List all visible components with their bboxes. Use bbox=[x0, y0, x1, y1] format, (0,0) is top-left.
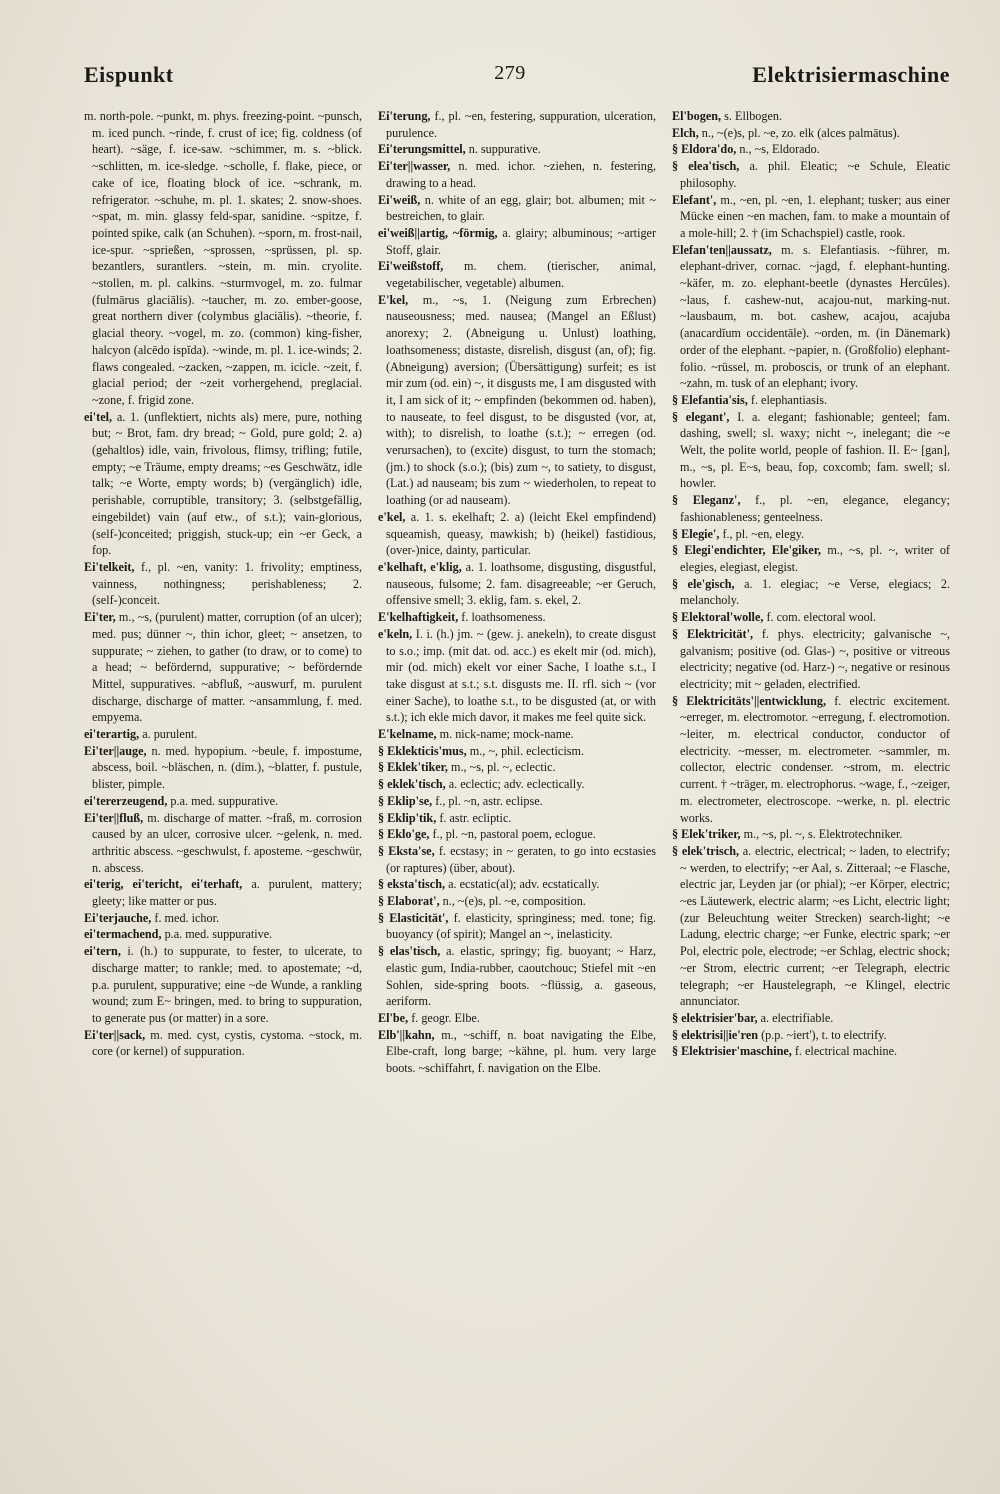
entry-definition: f. com. electoral wool. bbox=[766, 610, 877, 625]
entry-headword: § Elektricität', bbox=[672, 626, 753, 641]
entry-headword: § Eleganz', bbox=[672, 493, 741, 508]
entry-headword: § Eksta'se, bbox=[378, 843, 435, 858]
entry-definition: f., pl. ~n, pastoral poem, eclogue. bbox=[432, 827, 596, 842]
dictionary-entry bbox=[378, 1010, 656, 1027]
dictionary-entry bbox=[378, 910, 656, 943]
entry-definition: n. med. hypopium. ~beule, f. impostume, abscess, boil. ~bläschen, n. (dim.), ~blatter, f. pustule, blister, pimple. bbox=[92, 743, 362, 792]
entry-definition: m. med. cyst, cystis, cystoma. ~stock, m. core (or kernel) of suppuration. bbox=[92, 1027, 362, 1059]
entry-headword: Elefan'ten||aussatz, bbox=[672, 242, 772, 257]
entry-definition: f., pl. ~en, elegy. bbox=[722, 526, 805, 541]
entry-headword: Ei'ter||fluß, bbox=[84, 810, 144, 825]
dictionary-entry bbox=[378, 258, 656, 291]
dictionary-entry bbox=[378, 158, 656, 191]
entry-definition: a. ecstatic(al); adv. ecstatically. bbox=[448, 877, 600, 892]
entry-definition: p.a. med. suppurative. bbox=[170, 793, 279, 808]
entry-headword: Ei'weißstoff, bbox=[378, 259, 444, 274]
entry-definition: a. electrifiable. bbox=[760, 1010, 834, 1025]
dictionary-entry bbox=[672, 1043, 950, 1060]
entry-definition: I. i. (h.) jm. ~ (gew. j. anekeln), to create disgust to s.o.; imp. (mit dat. od. acc.) es ekelt mir (od. mich), mir (od. mich) ekelt vor einer Sache, I loathe s.t., I take disgust at s.t.; s.t. disgusts me. II. rfl. sich ~ (vor einer Sache), to loathe s.t., to be disgusted (at, or with s.t.); ich ekle mich davor, it makes me feel quite sick. bbox=[386, 626, 656, 725]
entry-definition: a. elastic, springy; fig. buoyant; ~ Harz, elastic gum, India-rubber, caoutchouc; Stiefel mit ~en Sohlen, side-spring boots. ~flüssig, a. gaseous, aeriform. bbox=[386, 944, 656, 1009]
entry-headword: ei'tern, bbox=[84, 944, 121, 959]
entry-definition: m. s. Elefantiasis. ~führer, m. elephant-driver, cornac. ~jagd, f. elephant-hunting. ~käfer, m. zo. elephant-beetle (dynastes Hercŭles). ~laus, f. cashew-nut, acajou-nut, marking-nut. ~lausbaum, m. bot. cashew, acajou, acajuba (anacardĭum occidentāle). ~orden, m. (in Dänemark) order of the elephant. ~papier, n. (Großfolio) elephant-folio. ~rüssel, m. proboscis, or trunk of an elephant. ~zahn, m. tusk of an elephant; ivory. bbox=[680, 242, 950, 391]
entry-headword: § Eldora'do, bbox=[672, 142, 737, 157]
entry-definition: n. suppurative. bbox=[468, 142, 541, 157]
dictionary-entry bbox=[378, 793, 656, 810]
dictionary-entry bbox=[84, 1027, 362, 1060]
entry-definition: f. ecstasy; in ~ geraten, to go into ecstasies (or raptures) (über, about). bbox=[386, 843, 656, 875]
entry-headword: ei'terartig, bbox=[84, 727, 140, 742]
entry-definition: a. electric, electrical; ~ laden, to electrify; ~ werden, to electrify; ~er Aal, s. Zitteraal; ~e Flasche, electric jar, Leyden jar (or phial); ~er Körper, electric; ~es Läutewerk, electric alarm; ~es Licht, electric light; (zur Beleuchtung weiter Strecken) search-light; ~e Ladung, electric charge; ~er Funke, electric spark; ~er Pol, electric pole, electrode; ~er Schlag, electric shock; ~er Strom, electric current; ~er Telegraph, electric telegraph; ~er Haustelegraph, ~e Klingel, electric annunciator. bbox=[680, 843, 950, 1009]
dictionary-entry bbox=[672, 626, 950, 693]
entry-definition: m. chem. (tierischer, animal, vegetabilischer, vegetable) albumen. bbox=[386, 259, 656, 291]
dictionary-entry bbox=[378, 225, 656, 258]
entry-headword: E'kel, bbox=[378, 292, 409, 307]
entry-definition: m. discharge of matter. ~fraß, m. corrosion caused by an ulcer, corrosive ulcer. ~gelenk, n. med. arthritic abscess. ~geschwulst, f. aposteme. ~geschwür, n. abscess. bbox=[92, 810, 362, 875]
entry-headword: § Elegie', bbox=[672, 526, 720, 541]
dictionary-entry bbox=[672, 392, 950, 409]
dictionary-entry bbox=[672, 609, 950, 626]
column-right bbox=[672, 108, 950, 1428]
entry-headword: e'kel, bbox=[378, 509, 406, 524]
dictionary-entry bbox=[84, 926, 362, 943]
entry-headword: E'kelhaftigkeit, bbox=[378, 610, 459, 625]
entry-definition: m., ~s, 1. (Neigung zum Erbrechen) nauseousness; med. nausea; (Mangel an Eßlust) anorexy; 2. (Abneigung u. Unlust) loathing, loathsomeness; distaste, disrelish, disgust (an, of); fig. (Abneigung) aversion; (Übersättigung) surfeit; es ist mir zum (od. ein) ~, it disgusts me, I am disgusted with it, I am sick of it; ~ empfinden (bekommen od. haben), to nauseate, to feel disgust, to be disgusted (vor, at, with); to disrelish, to loathe (s.t.); ~ erregen (od. verursachen), to (excite) disgust, to turn the stomach; (jm.) to shock (s.o.); (bis) zum ~, to satiety, to disgust, (Lat.) ad nauseam; bis zum ~ wiederholen, to repeat to loathing (or ad nauseam). bbox=[386, 292, 656, 508]
dictionary-entry bbox=[672, 141, 950, 158]
entry-definition: f., pl. ~en, elegance, elegancy; fashionableness; genteelness. bbox=[680, 493, 950, 524]
dictionary-entry bbox=[378, 893, 656, 910]
entry-definition: a. purulent, mattery; gleety; like matter or pus. bbox=[92, 877, 362, 909]
entry-headword: § Eklek'tiker, bbox=[378, 760, 448, 775]
entry-headword: § Eklip'tik, bbox=[378, 810, 437, 825]
entry-definition: a. purulent. bbox=[142, 727, 198, 742]
entry-definition: f. elephantiasis. bbox=[750, 392, 828, 407]
entry-headword: § elek'trisch, bbox=[672, 843, 740, 858]
dictionary-entry bbox=[672, 108, 950, 125]
entry-definition: p.a. med. suppurative. bbox=[164, 927, 273, 942]
dictionary-entry bbox=[672, 1010, 950, 1027]
dictionary-entry bbox=[378, 826, 656, 843]
entry-headword: § Eklekticis'mus, bbox=[378, 743, 467, 758]
dictionary-entry bbox=[84, 876, 362, 909]
entry-headword: El'be, bbox=[378, 1010, 409, 1025]
dictionary-entry bbox=[672, 125, 950, 142]
dictionary-entry bbox=[378, 726, 656, 743]
dictionary-entry bbox=[84, 910, 362, 927]
dictionary-entry bbox=[84, 810, 362, 877]
entry-headword: Ei'terung, bbox=[378, 109, 431, 123]
dictionary-entry bbox=[672, 843, 950, 1010]
text-columns bbox=[84, 108, 950, 1428]
dictionary-entry bbox=[672, 192, 950, 242]
entry-headword: Elb'||kahn, bbox=[378, 1027, 435, 1042]
dictionary-entry bbox=[378, 509, 656, 559]
dictionary-entry bbox=[672, 1027, 950, 1044]
entry-headword: § eksta'tisch, bbox=[378, 877, 446, 892]
entry-definition: m., ~, phil. eclecticism. bbox=[469, 743, 584, 758]
dictionary-entry bbox=[378, 810, 656, 827]
entry-headword: § Elektrisier'maschine, bbox=[672, 1044, 792, 1059]
dictionary-entry bbox=[84, 943, 362, 1027]
entry-definition: I. a. elegant; fashionable; genteel; fam. dashing, swell; sl. waxy; nicht ~, inelegant; die ~e Welt, the polite world, people of fashion. II. E~ [gan], m., ~s, pl. E~s, beau, fop, coxcomb; fam. swell; sl. howler. bbox=[680, 409, 950, 491]
dictionary-entry bbox=[378, 559, 656, 609]
entry-definition: f. astr. ecliptic. bbox=[439, 810, 512, 825]
entry-headword: § Elek'triker, bbox=[672, 827, 741, 842]
entry-headword: § elea'tisch, bbox=[672, 159, 740, 174]
dictionary-entry bbox=[672, 576, 950, 609]
entry-headword: § Elefantia'sis, bbox=[672, 392, 748, 407]
entry-headword: § elegant', bbox=[672, 409, 730, 424]
dictionary-entry bbox=[672, 158, 950, 191]
entry-definition: a. 1. elegiac; ~e Verse, elegiacs; 2. melancholy. bbox=[680, 576, 950, 608]
entry-definition: f. electrical machine. bbox=[794, 1044, 898, 1059]
dictionary-entry bbox=[84, 559, 362, 609]
dictionary-entry bbox=[378, 943, 656, 1010]
entry-definition: m. north-pole. ~punkt, m. phys. freezing-point. ~punsch, m. iced punch. ~rinde, f. crust of ice; fig. coldness (of heart). ~säge, f. ice-saw. ~schimmer, m. s. ~blick. ~schlitten, m. ice-sledge. ~scholle, f. flake, piece, or cake of ice, floating block of ice. ~schrank, m. refrigerator. ~schuhe, m. pl. 1. skates; 2. snow-shoes. ~spat, m. min. glassy feld-spar, sanidine. ~spitze, f. pointed spike, calk (an Schuhen). ~sporn, m. frost-nail, ice-spur. ~sprießen, ~sprossen, ~sprüssen, pl. sp. bezantlers, surantlers. ~stein, m. min. cryolite. ~stollen, m. pl. calkins. ~sturmvogel, m. zo. fulmar (fulmārus glaciālis). ~taucher, m. zo. ember-goose, great northern diver (colymbus glaciālis). ~theorie, f. glacial theory. ~vogel, m. zo. (common) king-fisher, halcyon (alcēdo ispĭda). ~winde, m. pl. 1. ice-winds; 2. flaws congealed. ~zacken, ~zappen, m. icicle. ~zeit, f. glacial period; der ~zeit vorhergehend, preglacial. ~zone, f. frigid zone. bbox=[84, 109, 362, 407]
entry-definition: a. glairy; albuminous; ~artiger Stoff, glair. bbox=[386, 225, 656, 257]
entry-definition: f. loathsomeness. bbox=[461, 610, 546, 625]
dictionary-entry bbox=[378, 759, 656, 776]
entry-headword: e'keln, bbox=[378, 626, 413, 641]
entry-definition: m., ~s, pl. ~, writer of elegies, elegiast, elegist. bbox=[680, 543, 950, 574]
entry-headword: § elektrisi||ie'ren bbox=[672, 1027, 759, 1042]
entry-definition: f. phys. electricity; galvanische ~, galvanism; positive (od. Glas-) ~, positive or vitreous electricity; negative (od. Harz-) ~, negative or resinous electricity; mit ~ geladen, electrified. bbox=[680, 626, 950, 691]
dictionary-entry bbox=[378, 743, 656, 760]
entry-definition: a. eclectic; adv. eclectically. bbox=[448, 777, 585, 792]
page-number: 279 bbox=[494, 62, 526, 84]
dictionary-entry bbox=[378, 776, 656, 793]
entry-headword: E'kelname, bbox=[378, 727, 437, 742]
header-left-guideword: Eispunkt bbox=[84, 62, 174, 87]
dictionary-entry bbox=[672, 526, 950, 543]
dictionary-entry bbox=[378, 292, 656, 509]
entry-headword: § elas'tisch, bbox=[378, 944, 441, 959]
page-header bbox=[70, 62, 950, 92]
entry-headword: Ei'ter||auge, bbox=[84, 743, 147, 758]
entry-definition: m. nick-name; mock-name. bbox=[439, 727, 574, 742]
entry-headword: § Elaborat', bbox=[378, 894, 440, 909]
entry-headword: ei'termachend, bbox=[84, 927, 162, 942]
entry-definition: f. electric excitement. ~erreger, m. electromotor. ~erregung, f. electromotion. ~leiter, m. electrical conductor, conductor of electricity. ~messer, m. electrometer. ~sammler, m. collector, electric condenser. ~strom, m. electric current. † ~träger, m. electrophorus. ~wage, f., ~zeiger, m. electrometer, electroscope. ~werke, n. pl. electric works. bbox=[680, 693, 950, 825]
entry-headword: Ei'ter||sack, bbox=[84, 1027, 146, 1042]
entry-definition: f., pl. ~en, festering, suppuration, ulceration, purulence. bbox=[386, 109, 656, 140]
dictionary-entry bbox=[378, 108, 656, 141]
entry-headword: § Eklip'se, bbox=[378, 793, 433, 808]
entry-headword: § Elegi'endichter, Ele'giker, bbox=[672, 543, 822, 558]
entry-headword: Ei'terungsmittel, bbox=[378, 142, 466, 157]
entry-headword: § ele'gisch, bbox=[672, 576, 735, 591]
entry-headword: Ei'ter||wasser, bbox=[378, 159, 451, 174]
entry-definition: m., ~s, pl. ~, eclectic. bbox=[451, 760, 556, 775]
dictionary-entry bbox=[672, 242, 950, 392]
entry-headword: ei'terig, ei'tericht, ei'terhaft, bbox=[84, 877, 243, 892]
dictionary-entry bbox=[378, 626, 656, 726]
entry-headword: Ei'ter, bbox=[84, 610, 116, 625]
column-left bbox=[84, 108, 362, 1428]
entry-definition: m., ~s, pl. ~, s. Elektrotechniker. bbox=[743, 827, 903, 842]
entry-definition: s. Ellbogen. bbox=[724, 109, 783, 123]
dictionary-entry bbox=[672, 409, 950, 493]
entry-definition: a. phil. Eleatic; ~e Schule, Eleatic philosophy. bbox=[680, 159, 950, 190]
dictionary-entry bbox=[672, 693, 950, 827]
entry-headword: § Elektricitäts'||entwicklung, bbox=[672, 693, 827, 708]
entry-definition: m., ~en, pl. ~en, 1. elephant; tusker; aus einer Mücke einen ~en machen, fam. to make a mountain of a mole-hill; 2. † (im Schachspiel) castle, rook. bbox=[680, 192, 950, 240]
entry-definition: a. 1. s. ekelhaft; 2. a) (leicht Ekel empfindend) squeamish, queasy, mawkish; b) (heikel) fastidious, (over-)nice, dainty, particular. bbox=[386, 509, 656, 558]
entry-headword: § Elektoral'wolle, bbox=[672, 610, 764, 625]
header-right-guideword: Elektrisiermaschine bbox=[752, 62, 950, 87]
dictionary-entry bbox=[84, 609, 362, 726]
entry-headword: El'bogen, bbox=[672, 109, 722, 123]
entry-headword: Elch, bbox=[672, 125, 699, 140]
entry-headword: Ei'weiß, bbox=[378, 192, 421, 207]
dictionary-entry bbox=[84, 743, 362, 793]
entry-definition: (p.p. ~iert'), t. to electrify. bbox=[761, 1027, 887, 1042]
entry-definition: a. 1. (unflektiert, nichts als) mere, pure, nothing but; ~ Brot, fam. dry bread; ~ Gold, pure gold; 2. a) (gehaltlos) idle, vain, frivolous, flimsy, trifling; futile, empty; ~e Träume, empty dreams; ~es Geschwätz, idle talk; ~e Worte, empty words; b) (vergänglich) idle, perishable, corruptible, transitory; 3. (selbstgefällig, eingebildet) vain (auf etw., of s.t.); vain-glorious, (self-)conceited; priggish, stuck-up; ein ~er Geck, a fop. bbox=[92, 409, 362, 558]
dictionary-entry bbox=[84, 793, 362, 810]
entry-headword: e'kelhaft, e'klig, bbox=[378, 559, 462, 574]
entry-definition: f., pl. ~en, vanity: 1. frivolity; emptiness, vainness, nothingness; perishableness; 2. (self-)conceit. bbox=[92, 559, 362, 608]
entry-definition: n., ~s, Eldorado. bbox=[739, 142, 820, 157]
entry-headword: ei'tel, bbox=[84, 409, 113, 424]
entry-definition: f. elasticity, springiness; med. tone; fig. buoyancy (of spirit); Mangel an ~, inelasticity. bbox=[386, 910, 656, 942]
dictionary-entry bbox=[378, 609, 656, 626]
dictionary-entry bbox=[378, 876, 656, 893]
column-middle bbox=[378, 108, 656, 1428]
entry-headword: ei'weiß||artig, ~förmig, bbox=[378, 225, 498, 240]
dictionary-entry bbox=[84, 726, 362, 743]
entry-definition: n. white of an egg, glair; bot. albumen; mit ~ bestreichen, to glair. bbox=[386, 192, 656, 224]
entry-definition: n., ~(e)s, pl. ~e, zo. elk (alces palmātus). bbox=[701, 125, 900, 140]
entry-definition: n. med. ichor. ~ziehen, n. festering, drawing to a head. bbox=[386, 159, 656, 190]
entry-headword: ei'tererzeugend, bbox=[84, 793, 168, 808]
entry-definition: f. med. ichor. bbox=[154, 910, 220, 925]
entry-definition: n., ~(e)s, pl. ~e, composition. bbox=[442, 894, 586, 909]
dictionary-entry bbox=[672, 826, 950, 843]
dictionary-entry bbox=[672, 492, 950, 525]
dictionary-entry bbox=[84, 409, 362, 559]
entry-definition: m., ~s, (purulent) matter, corruption (of an ulcer); med. pus; dünner ~, thin ichor, gleet; ~ ansetzen, to suppurate; ~ ziehen, to gather (to draw, or to come) to a head; ~ befördernd, suppurative; ~ befördernde Mittel, suppuratives. ~abfluß, ~auswurf, m. purulent discharge, discharge of matter. ~ansammlung, f. med. empyema. bbox=[92, 610, 362, 725]
entry-headword: Ei'telkeit, bbox=[84, 559, 135, 574]
entry-definition: i. (h.) to suppurate, to fester, to ulcerate, to discharge matter; to rankle; med. to apostemate; ~d, p.a. purulent, suppurative; eine ~de Wunde, a rankling wound; zum E~ bringen, med. to bring to suppuration, to generate pus (or matter) in a sore. bbox=[92, 944, 362, 1025]
entry-definition: a. 1. loathsome, disgusting, disgustful, nauseous, fulsome; 2. fam. disagreeable; ~er Geruch, offensive smell; 3. eklig, fam. s. ekel, 2. bbox=[386, 559, 656, 608]
dictionary-entry bbox=[84, 108, 362, 409]
dictionary-entry bbox=[378, 192, 656, 225]
dictionary-entry bbox=[672, 542, 950, 575]
dictionary-entry bbox=[378, 1027, 656, 1077]
entry-headword: § eklek'tisch, bbox=[378, 777, 446, 792]
entry-definition: m., ~schiff, n. boat navigating the Elbe, Elbe-craft, long barge; ~kähne, pl. hum. very large boots. ~schiffahrt, f. navigation on the Elbe. bbox=[386, 1027, 656, 1076]
entry-headword: Ei'terjauche, bbox=[84, 910, 152, 925]
entry-headword: Elefant', bbox=[672, 192, 717, 207]
dictionary-entry bbox=[378, 141, 656, 158]
entry-headword: § Eklo'ge, bbox=[378, 827, 430, 842]
dictionary-entry bbox=[378, 843, 656, 876]
entry-definition: f. geogr. Elbe. bbox=[411, 1010, 480, 1025]
entry-headword: § elektrisier'bar, bbox=[672, 1010, 758, 1025]
entry-headword: § Elasticität', bbox=[378, 910, 449, 925]
entry-definition: f., pl. ~n, astr. eclipse. bbox=[435, 793, 543, 808]
